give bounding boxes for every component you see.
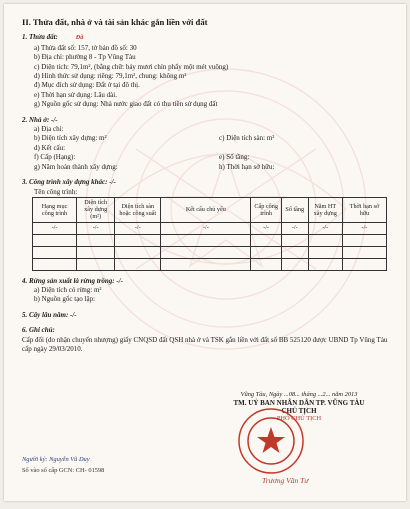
forest-origin: b) Nguồn gốc tạo lập: [34,295,96,304]
table-header: Cấp công trình [251,197,282,222]
signer-role: CHỦ TỊCH [281,407,317,415]
construction-name: Tên công trình: [34,187,78,196]
issuing-authority: TM. UỶ BAN NHÂN DÂN TP. VŨNG TÀU [233,399,365,407]
usage-origin: g) Nguồn gốc sử dụng: Nhà nước giao đất có thu tiền sử dụng đất [34,100,218,109]
section-1-heading: 1. Thửa đất: Đã [22,33,84,42]
table-header: Hạng mục công trình [33,197,77,222]
section-5-heading: 5. Cây lâu năm: -/- [22,310,77,319]
forest-area: a) Diện tích có rừng: m² [34,285,102,294]
house-row-4: g) Năm hoàn thành xây dựng: h) Thời hạn sở hữu: [34,162,275,171]
table-header: Năm HT xây dựng [308,197,342,222]
section-6-heading: 6. Ghi chú: [22,326,55,335]
table-header: Kết cấu chủ yếu [161,197,251,222]
table-header: Diện tích xây dựng (m²) [77,197,115,222]
section-4-heading: 4. Rừng sản xuất là rừng trồng: -/- [22,276,123,285]
certificate-content [22,18,394,354]
table-row [33,234,387,246]
table-header: Thời hạn sở hữu [342,197,386,222]
house-row-3: f) Cấp (Hạng): e) Số tầng: [34,153,250,162]
table-header: Diện tích sàn hoặc công suất [115,197,161,222]
notes-text: Cấp đổi (do nhận chuyển nhượng) giấy CNQSD đất QSH nhà ở và TSK gắn liền với đất số BB 525120 được UBND Tp Vũng Tàu cấp ngày 29/03/2010. [22,335,388,353]
house-address: a) Địa chỉ: [34,125,64,134]
land-area: c) Diện tích: 79,1m², (bằng chữ: bảy mươi chín phẩy một mét vuông) [34,62,229,71]
house-row-2: d) Kết cấu: [34,143,66,152]
registrar-name: Người ký: Nguyễn Vũ Duy [22,456,90,463]
signing-place-date: Vũng Tàu, Ngày ...08... tháng ...2... năm 2013 [240,391,358,398]
usage-purpose: đ) Mục đích sử dụng: Đất ở tại đô thị. [34,81,140,90]
land-address: b) Địa chỉ: phường 8 - Tp Vũng Tàu [34,53,136,62]
table-header: Số tầng [281,197,308,222]
section-2-heading: 2. Nhà ở: -/- [22,115,58,124]
page-title: II. Thửa đất, nhà ở và tài sản khác gắn liền với đất [22,17,208,27]
registry-footer [22,454,104,476]
table-row: -/- -/- -/- -/- -/- -/- -/- -/- [33,222,387,234]
certificate-page [4,4,406,501]
signer-name: Trương Văn Tư [262,476,309,485]
usage-term: e) Thời hạn sử dụng: Lâu dài. [34,90,117,99]
signer-deputy-role: PHÓ CHỦ TỊCH [276,415,322,422]
house-row-1: b) Diện tích xây dựng: m² c) Diện tích sàn: m² [34,134,275,143]
table-row [33,246,387,258]
land-plot-number: a) Thửa đất số: 157, tờ bản đồ số: 30 [34,43,137,52]
signature-block [204,391,394,423]
table-row [33,258,387,270]
table-header-row [33,197,387,222]
registry-number: Số vào sổ cấp GCN: CH- 01598 [22,467,105,474]
section-3-heading: 3. Công trình xây dựng khác: -/- [22,178,116,187]
construction-table [32,197,387,271]
usage-form: d) Hình thức sử dụng: riêng: 79,1m², chung: không m² [34,72,187,81]
